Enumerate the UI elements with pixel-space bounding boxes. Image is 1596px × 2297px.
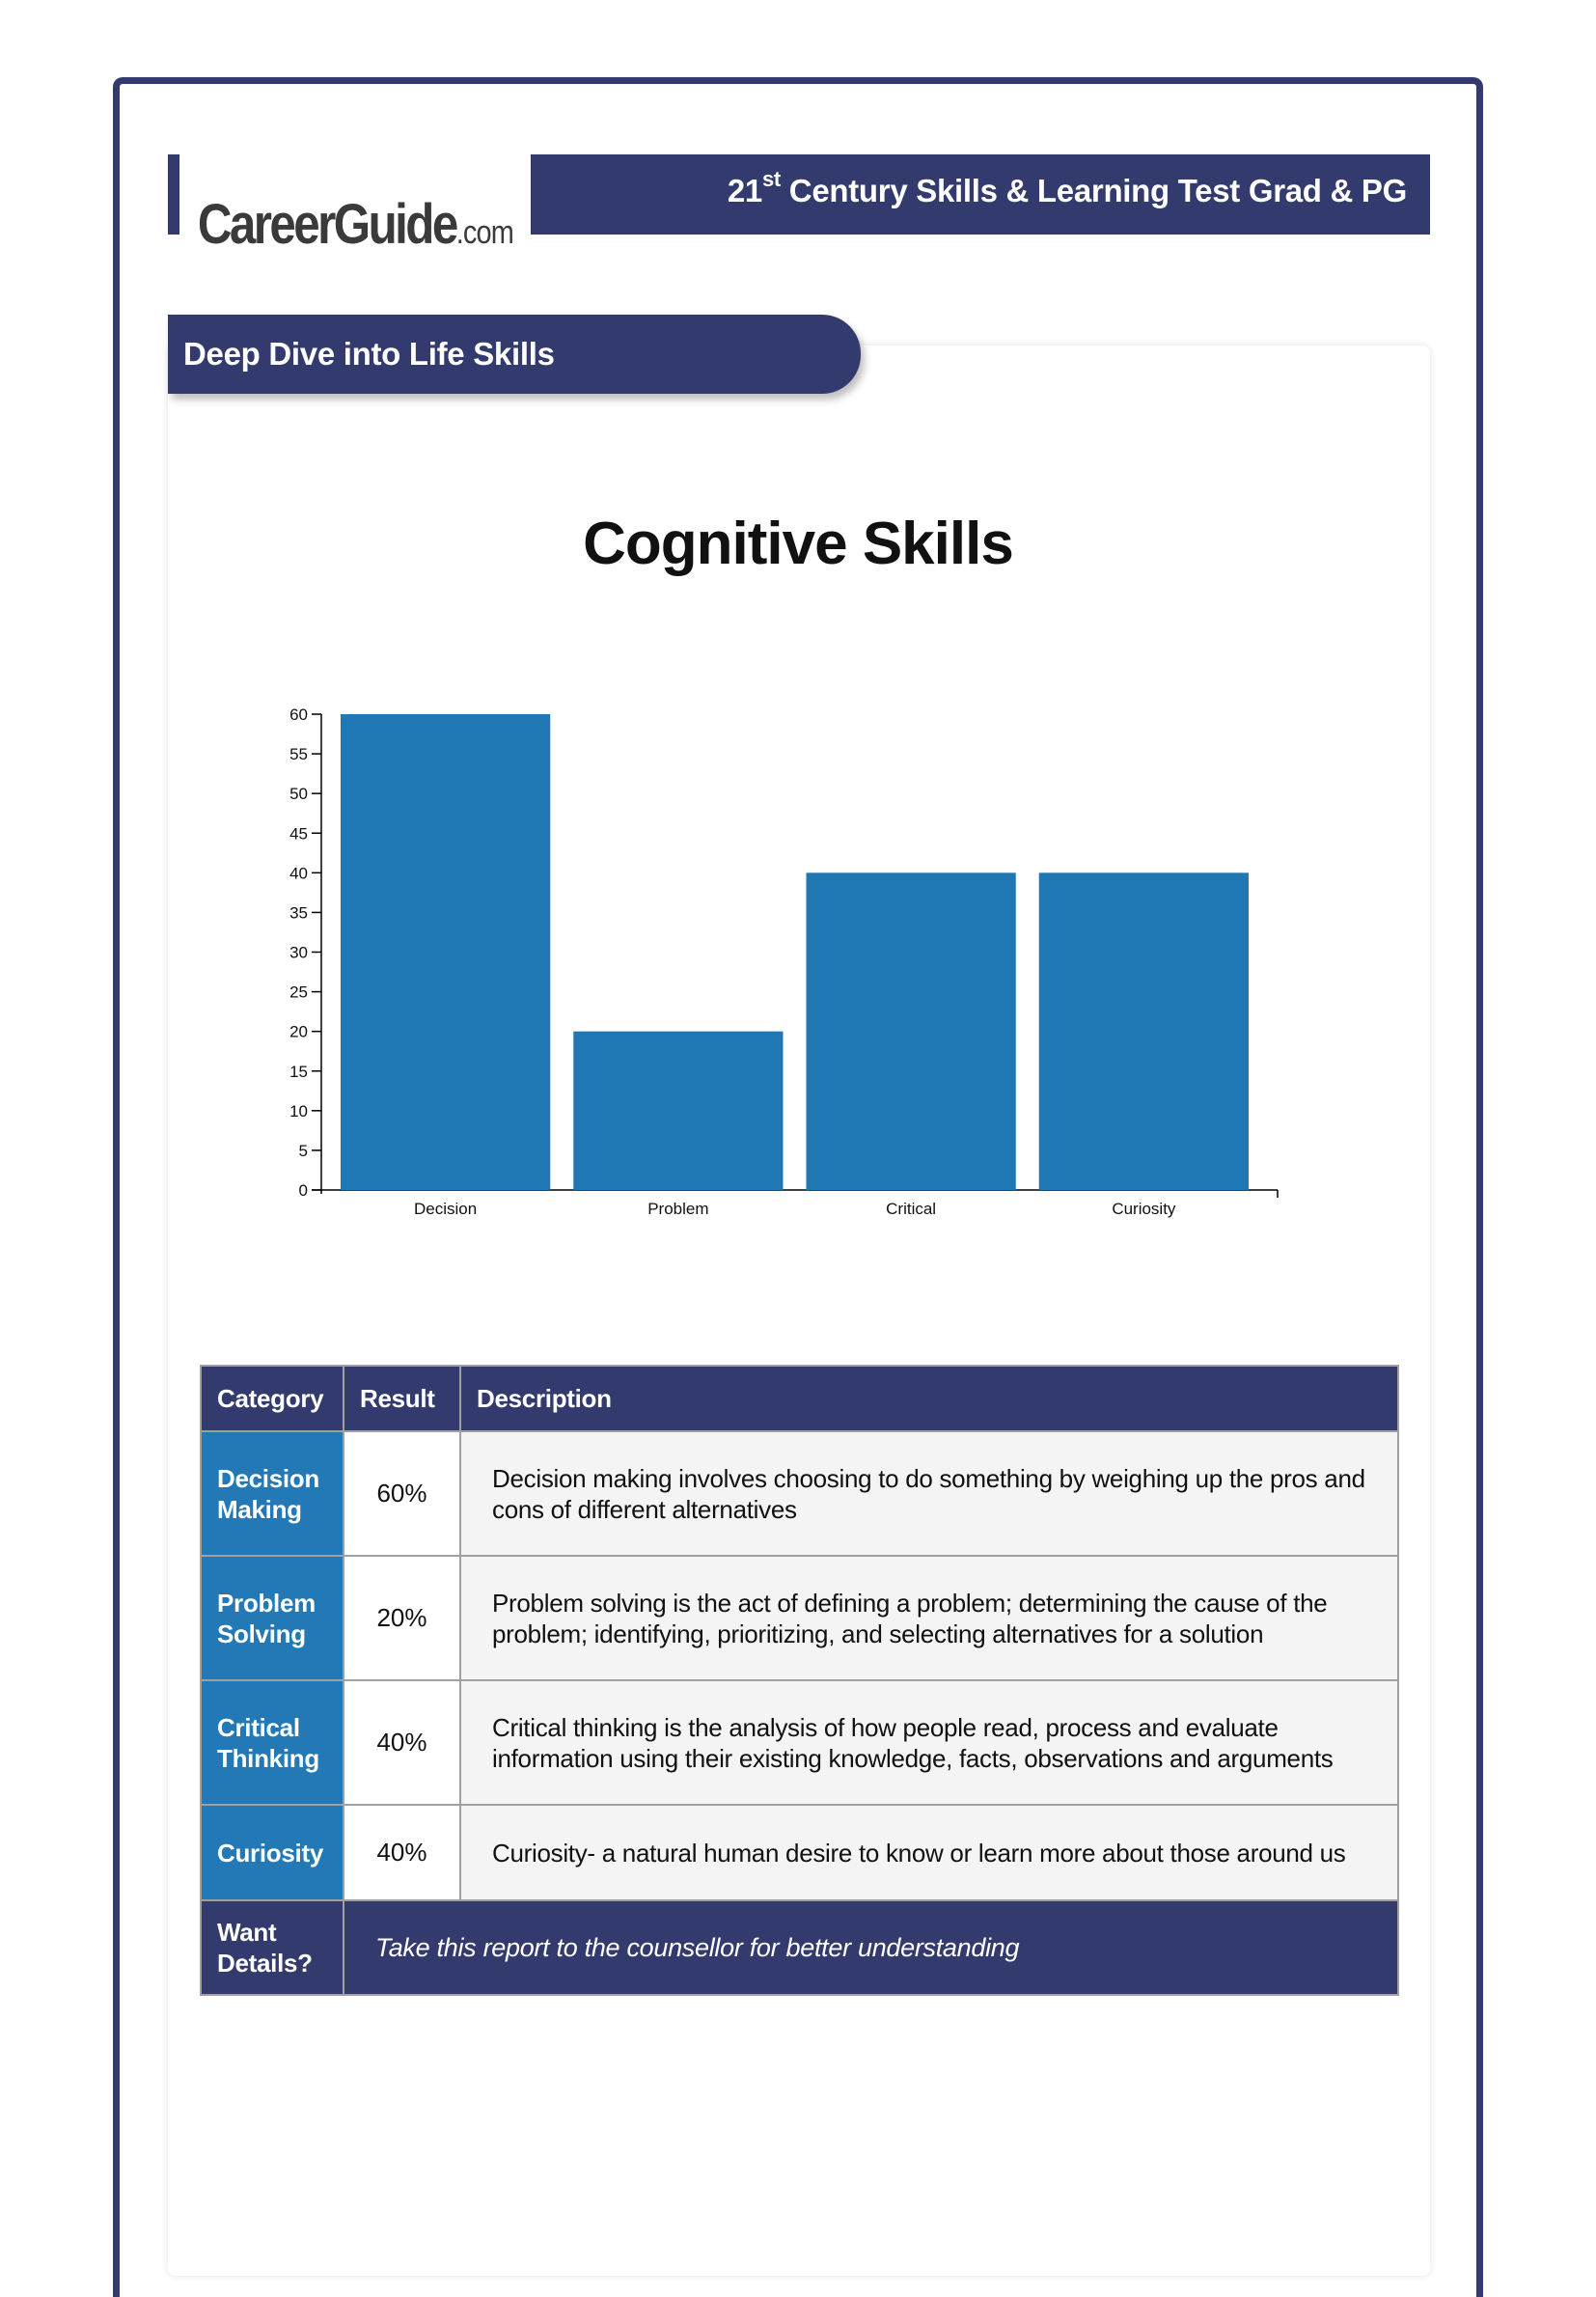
bar-curiosity bbox=[1039, 872, 1249, 1190]
y-tick-label: 10 bbox=[289, 1101, 308, 1121]
x-tick-label: Critical bbox=[886, 1200, 937, 1218]
y-tick-label: 35 bbox=[289, 903, 308, 923]
table-row bbox=[201, 1805, 1398, 1900]
y-tick-label: 25 bbox=[289, 982, 308, 1002]
bar-problem bbox=[573, 1032, 783, 1190]
y-tick-label: 20 bbox=[289, 1022, 308, 1041]
y-tick-label: 15 bbox=[289, 1062, 308, 1081]
row-result: 40% bbox=[344, 1680, 460, 1805]
header-result: Result bbox=[344, 1366, 460, 1431]
y-tick-label: 40 bbox=[289, 864, 308, 883]
report-title: 21st Century Skills & Learning Test Grad & PG bbox=[727, 167, 1407, 208]
y-tick-label: 5 bbox=[298, 1141, 308, 1160]
x-tick-label: Curiosity bbox=[1112, 1200, 1176, 1218]
y-tick-label: 60 bbox=[289, 706, 308, 724]
footer-label: Want Details? bbox=[201, 1900, 344, 1995]
x-tick-label: Decision bbox=[414, 1200, 478, 1218]
x-tick-label: Problem bbox=[647, 1200, 709, 1218]
row-category: Curiosity bbox=[201, 1805, 344, 1900]
results-table bbox=[200, 1365, 1399, 1996]
row-category: Problem Solving bbox=[201, 1556, 344, 1680]
row-description: Critical thinking is the analysis of how people read, process and evaluate information using their existing knowledge, facts, observations and arguments bbox=[460, 1680, 1398, 1805]
section-title: Deep Dive into Life Skills bbox=[168, 315, 861, 394]
y-tick-label: 30 bbox=[289, 943, 308, 962]
table-footer-row bbox=[201, 1900, 1398, 1995]
row-description: Decision making involves choosing to do something by weighing up the pros and cons of different alternatives bbox=[460, 1431, 1398, 1556]
cognitive-skills-bar-chart bbox=[270, 695, 1312, 1235]
logo-wordmark: CareerGuide.com bbox=[197, 193, 513, 256]
careerguide-logo bbox=[179, 145, 531, 261]
row-result: 20% bbox=[344, 1556, 460, 1680]
row-description: Curiosity- a natural human desire to know or learn more about those around us bbox=[460, 1805, 1398, 1900]
y-tick-label: 55 bbox=[289, 745, 308, 764]
table-row bbox=[201, 1556, 1398, 1680]
y-tick-label: 50 bbox=[289, 785, 308, 804]
y-tick-label: 45 bbox=[289, 824, 308, 844]
chart-title: Cognitive Skills bbox=[583, 511, 1013, 577]
footer-message: Take this report to the counsellor for better understanding bbox=[344, 1900, 1398, 1995]
bar-critical bbox=[807, 872, 1016, 1190]
table-row bbox=[201, 1431, 1398, 1556]
y-tick-label: 0 bbox=[298, 1181, 308, 1200]
row-category: Decision Making bbox=[201, 1431, 344, 1556]
table-row bbox=[201, 1680, 1398, 1805]
row-result: 40% bbox=[344, 1805, 460, 1900]
header-description: Description bbox=[460, 1366, 1398, 1431]
bar-decision bbox=[341, 714, 550, 1190]
row-description: Problem solving is the act of defining a problem; determining the cause of the problem; identifying, prioritizing, and selecting alternatives for a solution bbox=[460, 1556, 1398, 1680]
table-header-row bbox=[201, 1366, 1398, 1431]
header-category: Category bbox=[201, 1366, 344, 1431]
row-result: 60% bbox=[344, 1431, 460, 1556]
row-category: Critical Thinking bbox=[201, 1680, 344, 1805]
